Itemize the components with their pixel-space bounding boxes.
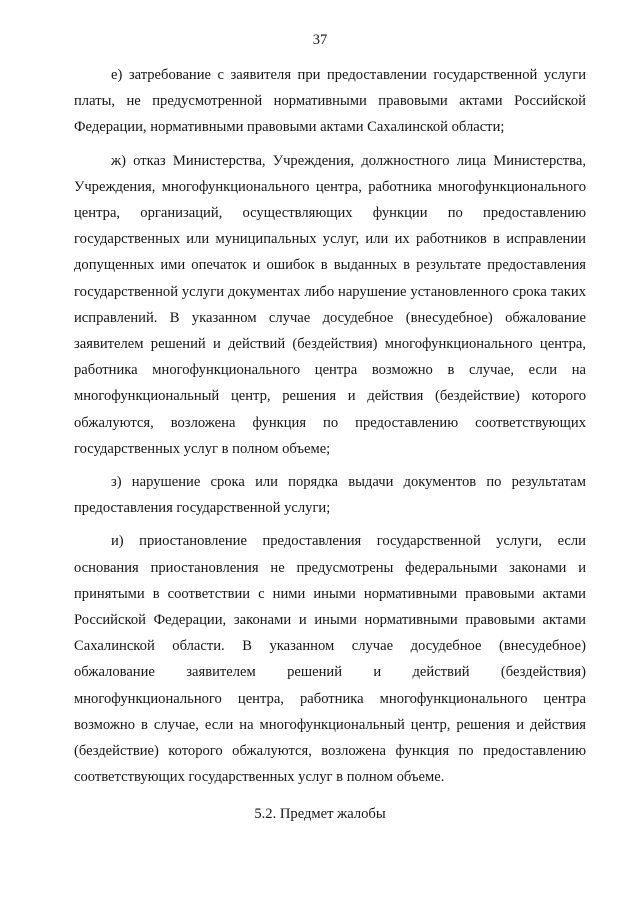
section-heading: 5.2. Предмет жалобы [254, 806, 386, 822]
document-body [74, 62, 586, 790]
paragraph-zh: ж) отказ Министерства, Учреждения, должностного лица Министерства, Учреждения, многофункционального центра, работника многофункционального центра, организаций, осуществляющих функции по предоставлению государственных или муниципальных услуг, или их работников в исправлении допущенных ими опечаток и ошибок в выданных в результате предоставления государственной услуги документах либо нарушение установленного срока таких исправлений. В указанном случае досудебное (внесудебное) обжалование заявителем решений и действий (бездействия) многофункционального центра, работника многофункционального центра возможно в случае, если на многофункциональный центр, решения и действия (бездействие) которого обжалуются, возложена функция по предоставлению соответствующих государственных услуг в полном объеме; [74, 152, 586, 457]
paragraph-z: з) нарушение срока или порядка выдачи документов по результатам предоставления государственной услуги; [74, 474, 586, 517]
page-number: 37 [312, 32, 328, 48]
paragraph-i: и) приостановление предоставления государственной услуги, если основания приостановления не предусмотрены федеральными законами и принятыми в соответствии с ними иными нормативными правовыми актами Российской Федерации, законами и иными нормативными правовыми актами Сахалинской области. В указанном случае досудебное (внесудебное) обжалование заявителем решений и действий (бездействия) многофункционального центра, работника многофункционального центра возможно в случае, если на многофункциональный центр, решения и действия (бездействие) которого обжалуются, возложена функция по предоставлению соответствующих государственных услуг в полном объеме. [74, 533, 586, 786]
paragraph-e: е) затребование с заявителя при предоставлении государственной услуги платы, не предусмотренной нормативными правовыми актами Российской Федерации, нормативными правовыми актами Сахалинской области; [74, 67, 586, 136]
